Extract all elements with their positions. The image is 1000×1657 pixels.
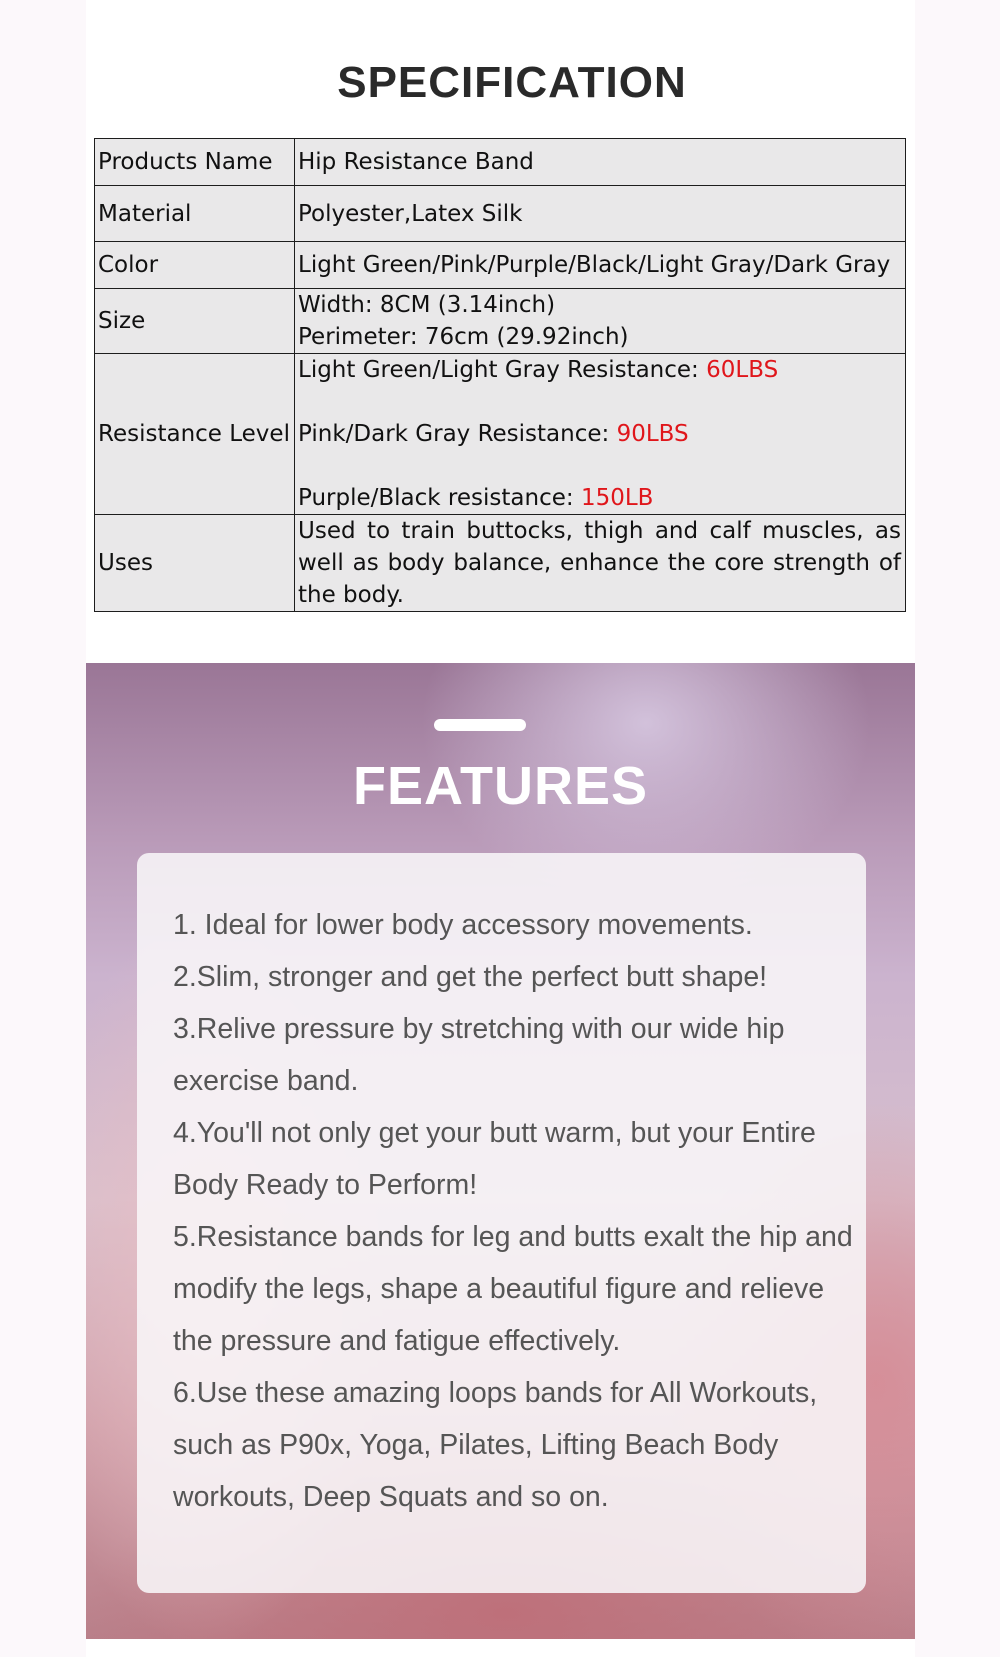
resistance-line-pink: Pink/Dark Gray Resistance: 90LBS — [298, 421, 689, 447]
resistance-value: 90LBS — [616, 421, 689, 447]
decorative-bar — [434, 719, 526, 731]
table-row — [95, 186, 906, 242]
resistance-value: 60LBS — [706, 357, 779, 383]
specification-table — [94, 138, 906, 612]
list-item: 5.Resistance bands for leg and butts exalt the hip and modify the legs, shape a beautiful figure and relieve the pressure and fatigue effectively. — [173, 1221, 853, 1357]
features-card — [137, 853, 866, 1593]
row-value — [295, 354, 906, 515]
list-item: 6.Use these amazing loops bands for All Workouts, such as P90x, Yoga, Pilates, Lifting Beach Body workouts, Deep Squats and so on. — [173, 1377, 818, 1513]
features-banner — [86, 663, 915, 1639]
row-value: Polyester,Latex Silk — [295, 186, 906, 242]
uses-text: Used to train buttocks, thigh and calf muscles, as well as body balance, enhance the core strength of the body. — [298, 518, 901, 608]
table-row — [95, 289, 906, 354]
resistance-value: 150LB — [580, 485, 654, 511]
row-label: Products Name — [95, 139, 295, 186]
list-item: 4.You'll not only get your butt warm, but your Entire Body Ready to Perform! — [173, 1117, 816, 1201]
resistance-line-purple: Purple/Black resistance: 150LB — [298, 485, 654, 511]
spacer — [298, 386, 901, 418]
row-value: Light Green/Pink/Purple/Black/Light Gray/Dark Gray — [295, 242, 906, 289]
list-item: 1. Ideal for lower body accessory movements. — [173, 909, 753, 941]
table-row — [95, 242, 906, 289]
row-label: Resistance Level — [95, 354, 295, 515]
features-list — [173, 899, 853, 1523]
row-label: Uses — [95, 515, 295, 612]
row-value — [295, 289, 906, 354]
row-label: Color — [95, 242, 295, 289]
specification-title: SPECIFICATION — [337, 58, 687, 107]
list-item: 2.Slim, stronger and get the perfect butt shape! — [173, 961, 768, 993]
size-width: Width: 8CM (3.14inch) — [298, 292, 556, 318]
size-perimeter: Perimeter: 76cm (29.92inch) — [298, 324, 629, 350]
features-title: FEATURES — [352, 756, 648, 816]
row-label: Size — [95, 289, 295, 354]
row-value: Hip Resistance Band — [295, 139, 906, 186]
table-row — [95, 354, 906, 515]
resistance-line-light-green: Light Green/Light Gray Resistance: 60LBS — [298, 357, 779, 383]
row-label: Material — [95, 186, 295, 242]
row-value — [295, 515, 906, 612]
list-item: 3.Relive pressure by stretching with our wide hip exercise band. — [173, 1013, 785, 1097]
spacer — [298, 450, 901, 482]
table-row — [95, 515, 906, 612]
table-row — [95, 139, 906, 186]
